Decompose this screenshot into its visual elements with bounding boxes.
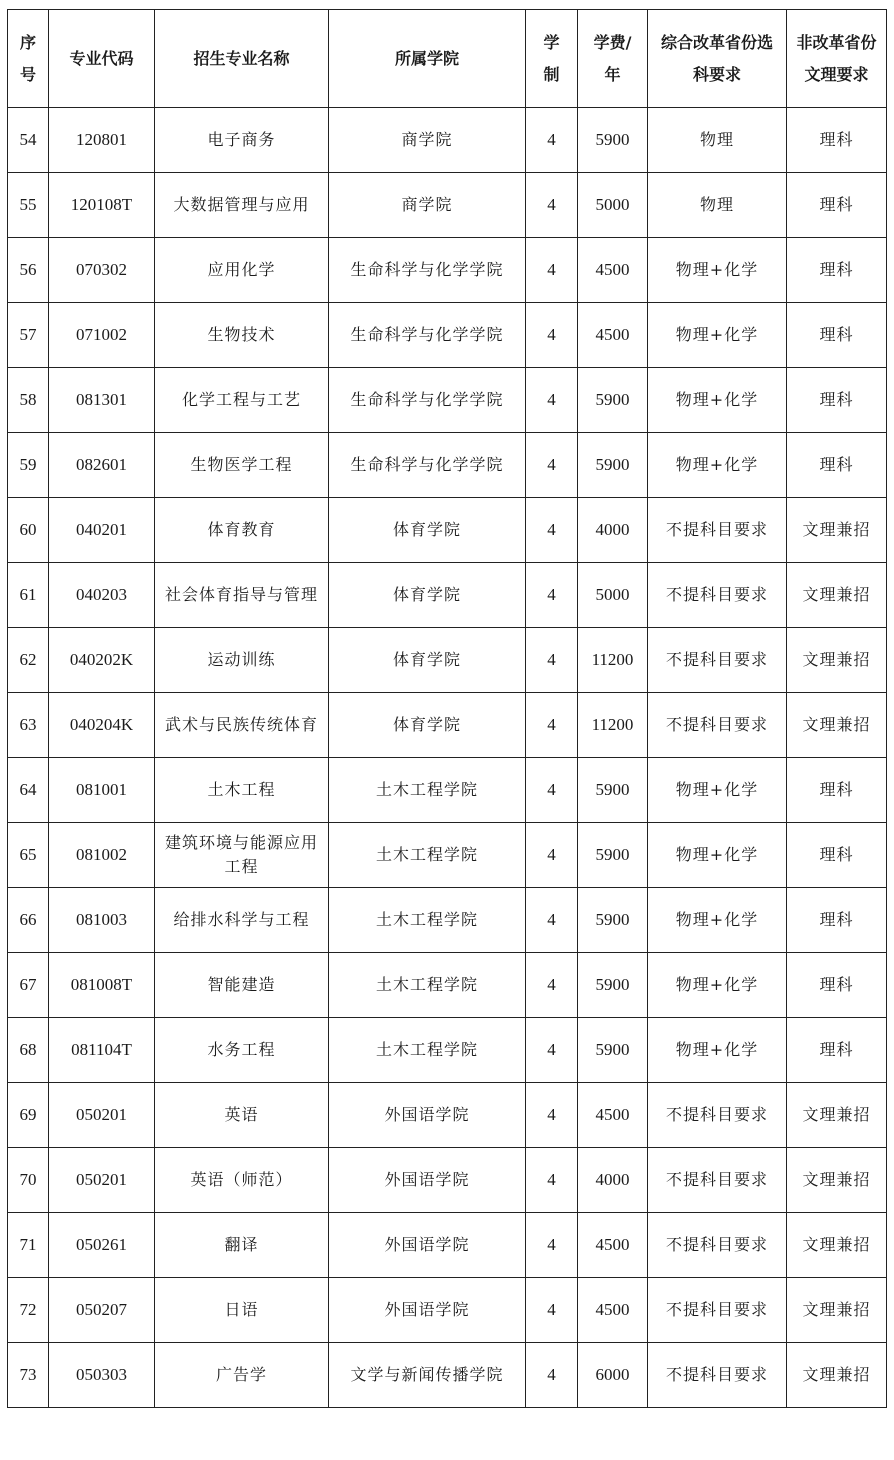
cell-code: 081001 xyxy=(49,758,155,823)
table-row xyxy=(8,433,887,498)
cell-years: 4 xyxy=(526,693,578,758)
cell-years: 4 xyxy=(526,1018,578,1083)
cell-nonreform: 理科 xyxy=(787,303,887,368)
cell-seq: 70 xyxy=(8,1148,49,1213)
header-fee: 学费/年 xyxy=(578,10,648,108)
cell-code: 040202K xyxy=(49,628,155,693)
cell-code: 040203 xyxy=(49,563,155,628)
cell-reform: 不提科目要求 xyxy=(648,1083,787,1148)
cell-reform: 物理+化学 xyxy=(648,888,787,953)
table-row xyxy=(8,953,887,1018)
cell-years: 4 xyxy=(526,953,578,1018)
cell-nonreform: 理科 xyxy=(787,888,887,953)
cell-seq: 64 xyxy=(8,758,49,823)
cell-years: 4 xyxy=(526,108,578,173)
table-row xyxy=(8,1083,887,1148)
cell-college: 体育学院 xyxy=(329,693,526,758)
cell-code: 070302 xyxy=(49,238,155,303)
cell-major: 英语 xyxy=(155,1083,329,1148)
cell-seq: 60 xyxy=(8,498,49,563)
cell-fee: 5900 xyxy=(578,823,648,888)
cell-years: 4 xyxy=(526,368,578,433)
cell-code: 050261 xyxy=(49,1213,155,1278)
cell-years: 4 xyxy=(526,758,578,823)
cell-seq: 56 xyxy=(8,238,49,303)
cell-nonreform: 文理兼招 xyxy=(787,1213,887,1278)
table-row xyxy=(8,1213,887,1278)
cell-college: 土木工程学院 xyxy=(329,953,526,1018)
table-row xyxy=(8,758,887,823)
cell-seq: 58 xyxy=(8,368,49,433)
cell-major: 大数据管理与应用 xyxy=(155,173,329,238)
cell-college: 生命科学与化学学院 xyxy=(329,433,526,498)
header-seq: 序号 xyxy=(8,10,49,108)
cell-nonreform: 理科 xyxy=(787,433,887,498)
header-college: 所属学院 xyxy=(329,10,526,108)
cell-reform: 物理+化学 xyxy=(648,303,787,368)
table-row xyxy=(8,238,887,303)
table-row xyxy=(8,108,887,173)
cell-fee: 4500 xyxy=(578,1278,648,1343)
cell-seq: 57 xyxy=(8,303,49,368)
cell-seq: 65 xyxy=(8,823,49,888)
cell-seq: 73 xyxy=(8,1343,49,1408)
table-row xyxy=(8,303,887,368)
cell-reform: 不提科目要求 xyxy=(648,693,787,758)
cell-major: 化学工程与工艺 xyxy=(155,368,329,433)
cell-nonreform: 理科 xyxy=(787,953,887,1018)
header-reform: 综合改革省份选科要求 xyxy=(648,10,787,108)
cell-code: 081002 xyxy=(49,823,155,888)
cell-code: 082601 xyxy=(49,433,155,498)
cell-code: 040201 xyxy=(49,498,155,563)
table-row xyxy=(8,888,887,953)
cell-college: 土木工程学院 xyxy=(329,823,526,888)
cell-major: 水务工程 xyxy=(155,1018,329,1083)
table-row xyxy=(8,1343,887,1408)
cell-code: 050207 xyxy=(49,1278,155,1343)
cell-fee: 5900 xyxy=(578,108,648,173)
cell-code: 081008T xyxy=(49,953,155,1018)
cell-code: 120801 xyxy=(49,108,155,173)
cell-college: 土木工程学院 xyxy=(329,1018,526,1083)
cell-reform: 不提科目要求 xyxy=(648,1148,787,1213)
cell-seq: 71 xyxy=(8,1213,49,1278)
cell-college: 体育学院 xyxy=(329,563,526,628)
cell-major: 给排水科学与工程 xyxy=(155,888,329,953)
cell-reform: 不提科目要求 xyxy=(648,1278,787,1343)
cell-reform: 不提科目要求 xyxy=(648,628,787,693)
header-code: 专业代码 xyxy=(49,10,155,108)
cell-reform: 物理+化学 xyxy=(648,823,787,888)
cell-major: 建筑环境与能源应用工程 xyxy=(155,823,329,888)
cell-fee: 11200 xyxy=(578,628,648,693)
cell-fee: 5900 xyxy=(578,758,648,823)
cell-fee: 5900 xyxy=(578,368,648,433)
cell-nonreform: 文理兼招 xyxy=(787,1148,887,1213)
cell-code: 040204K xyxy=(49,693,155,758)
majors-table xyxy=(7,9,887,1408)
cell-nonreform: 文理兼招 xyxy=(787,628,887,693)
cell-nonreform: 文理兼招 xyxy=(787,1083,887,1148)
cell-major: 生物技术 xyxy=(155,303,329,368)
cell-reform: 不提科目要求 xyxy=(648,563,787,628)
cell-reform: 不提科目要求 xyxy=(648,1213,787,1278)
cell-years: 4 xyxy=(526,628,578,693)
cell-college: 商学院 xyxy=(329,173,526,238)
cell-college: 生命科学与化学学院 xyxy=(329,238,526,303)
cell-reform: 物理 xyxy=(648,173,787,238)
header-major: 招生专业名称 xyxy=(155,10,329,108)
cell-years: 4 xyxy=(526,173,578,238)
cell-college: 生命科学与化学学院 xyxy=(329,368,526,433)
cell-nonreform: 文理兼招 xyxy=(787,563,887,628)
table-body xyxy=(8,108,887,1408)
cell-years: 4 xyxy=(526,433,578,498)
cell-fee: 5900 xyxy=(578,888,648,953)
cell-reform: 不提科目要求 xyxy=(648,498,787,563)
cell-fee: 11200 xyxy=(578,693,648,758)
cell-reform: 物理+化学 xyxy=(648,368,787,433)
cell-years: 4 xyxy=(526,563,578,628)
cell-reform: 不提科目要求 xyxy=(648,1343,787,1408)
cell-years: 4 xyxy=(526,888,578,953)
cell-major: 生物医学工程 xyxy=(155,433,329,498)
cell-nonreform: 理科 xyxy=(787,238,887,303)
cell-reform: 物理+化学 xyxy=(648,1018,787,1083)
cell-code: 050201 xyxy=(49,1148,155,1213)
cell-years: 4 xyxy=(526,498,578,563)
cell-fee: 5000 xyxy=(578,563,648,628)
cell-major: 翻译 xyxy=(155,1213,329,1278)
cell-years: 4 xyxy=(526,238,578,303)
cell-major: 电子商务 xyxy=(155,108,329,173)
cell-reform: 物理 xyxy=(648,108,787,173)
cell-nonreform: 理科 xyxy=(787,108,887,173)
cell-college: 商学院 xyxy=(329,108,526,173)
table-row xyxy=(8,563,887,628)
cell-fee: 4500 xyxy=(578,1213,648,1278)
table-row xyxy=(8,628,887,693)
table-row xyxy=(8,693,887,758)
cell-college: 文学与新闻传播学院 xyxy=(329,1343,526,1408)
table-row xyxy=(8,368,887,433)
cell-seq: 66 xyxy=(8,888,49,953)
cell-nonreform: 文理兼招 xyxy=(787,498,887,563)
cell-seq: 68 xyxy=(8,1018,49,1083)
cell-college: 外国语学院 xyxy=(329,1278,526,1343)
cell-reform: 物理+化学 xyxy=(648,238,787,303)
cell-fee: 4500 xyxy=(578,238,648,303)
cell-college: 土木工程学院 xyxy=(329,758,526,823)
cell-fee: 4000 xyxy=(578,1148,648,1213)
cell-years: 4 xyxy=(526,823,578,888)
cell-years: 4 xyxy=(526,303,578,368)
cell-years: 4 xyxy=(526,1278,578,1343)
cell-major: 广告学 xyxy=(155,1343,329,1408)
cell-code: 120108T xyxy=(49,173,155,238)
cell-fee: 5000 xyxy=(578,173,648,238)
cell-years: 4 xyxy=(526,1148,578,1213)
cell-college: 土木工程学院 xyxy=(329,888,526,953)
cell-major: 日语 xyxy=(155,1278,329,1343)
cell-nonreform: 理科 xyxy=(787,173,887,238)
cell-nonreform: 理科 xyxy=(787,368,887,433)
cell-nonreform: 文理兼招 xyxy=(787,1278,887,1343)
cell-seq: 54 xyxy=(8,108,49,173)
cell-years: 4 xyxy=(526,1083,578,1148)
cell-reform: 物理+化学 xyxy=(648,433,787,498)
cell-code: 081104T xyxy=(49,1018,155,1083)
cell-college: 外国语学院 xyxy=(329,1148,526,1213)
cell-college: 外国语学院 xyxy=(329,1213,526,1278)
cell-seq: 62 xyxy=(8,628,49,693)
header-row xyxy=(8,10,887,108)
cell-fee: 5900 xyxy=(578,433,648,498)
cell-college: 体育学院 xyxy=(329,628,526,693)
cell-code: 050201 xyxy=(49,1083,155,1148)
cell-fee: 6000 xyxy=(578,1343,648,1408)
cell-nonreform: 理科 xyxy=(787,758,887,823)
cell-seq: 67 xyxy=(8,953,49,1018)
table-row xyxy=(8,498,887,563)
cell-major: 武术与民族传统体育 xyxy=(155,693,329,758)
header-years: 学制 xyxy=(526,10,578,108)
cell-college: 外国语学院 xyxy=(329,1083,526,1148)
cell-seq: 72 xyxy=(8,1278,49,1343)
cell-major: 社会体育指导与管理 xyxy=(155,563,329,628)
cell-nonreform: 文理兼招 xyxy=(787,1343,887,1408)
cell-nonreform: 文理兼招 xyxy=(787,693,887,758)
table-row xyxy=(8,823,887,888)
cell-years: 4 xyxy=(526,1213,578,1278)
cell-major: 智能建造 xyxy=(155,953,329,1018)
cell-major: 应用化学 xyxy=(155,238,329,303)
cell-college: 体育学院 xyxy=(329,498,526,563)
cell-seq: 59 xyxy=(8,433,49,498)
cell-code: 081003 xyxy=(49,888,155,953)
cell-seq: 63 xyxy=(8,693,49,758)
cell-fee: 4500 xyxy=(578,303,648,368)
cell-code: 081301 xyxy=(49,368,155,433)
cell-major: 英语（师范） xyxy=(155,1148,329,1213)
table-row xyxy=(8,173,887,238)
cell-reform: 物理+化学 xyxy=(648,953,787,1018)
cell-fee: 4500 xyxy=(578,1083,648,1148)
cell-fee: 4000 xyxy=(578,498,648,563)
table-header xyxy=(8,10,887,108)
cell-major: 土木工程 xyxy=(155,758,329,823)
cell-nonreform: 理科 xyxy=(787,1018,887,1083)
cell-seq: 69 xyxy=(8,1083,49,1148)
cell-years: 4 xyxy=(526,1343,578,1408)
table-row xyxy=(8,1278,887,1343)
cell-code: 050303 xyxy=(49,1343,155,1408)
table-row xyxy=(8,1148,887,1213)
cell-nonreform: 理科 xyxy=(787,823,887,888)
cell-major: 体育教育 xyxy=(155,498,329,563)
cell-reform: 物理+化学 xyxy=(648,758,787,823)
cell-seq: 55 xyxy=(8,173,49,238)
cell-college: 生命科学与化学学院 xyxy=(329,303,526,368)
cell-seq: 61 xyxy=(8,563,49,628)
cell-fee: 5900 xyxy=(578,1018,648,1083)
cell-code: 071002 xyxy=(49,303,155,368)
table-row xyxy=(8,1018,887,1083)
header-nonreform: 非改革省份文理要求 xyxy=(787,10,887,108)
cell-fee: 5900 xyxy=(578,953,648,1018)
cell-major: 运动训练 xyxy=(155,628,329,693)
